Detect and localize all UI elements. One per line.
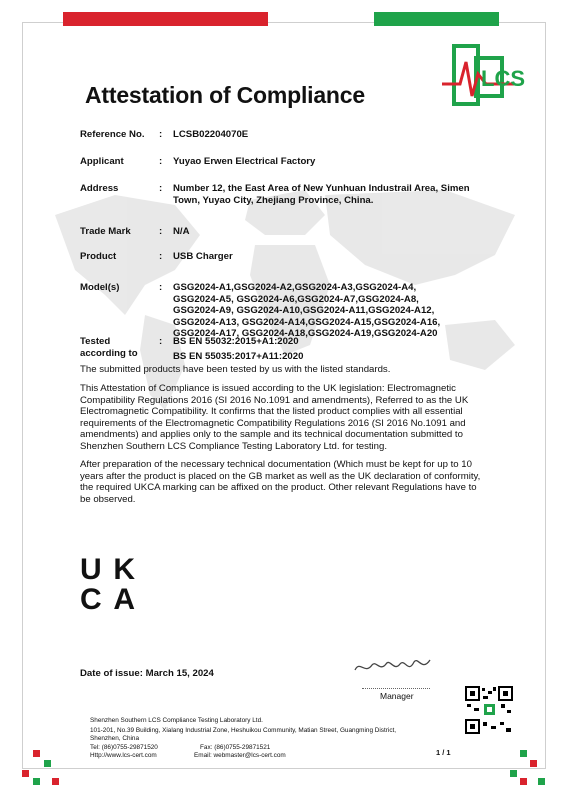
corner-square xyxy=(33,778,40,785)
footer-email[interactable]: Email: webmaster@lcs-cert.com xyxy=(194,752,286,759)
footer-address-2: Shenzhen, China xyxy=(90,735,140,742)
signature xyxy=(350,650,440,680)
qr-code xyxy=(465,686,513,734)
corner-square xyxy=(520,750,527,757)
page-number: 1 / 1 xyxy=(436,748,451,757)
corner-square xyxy=(530,760,537,767)
tested-label-line1: Tested xyxy=(80,336,111,347)
top-green-bar xyxy=(374,12,499,26)
tested-label-line2: according to xyxy=(80,347,138,359)
logo-letters: LCS xyxy=(481,66,525,91)
page-title: Attestation of Compliance xyxy=(85,82,365,108)
date-of-issue: Date of issue: March 15, 2024 xyxy=(80,668,214,679)
ukca-line1: UK xyxy=(80,553,135,586)
applicant-label: Applicant xyxy=(80,156,124,167)
colon: : xyxy=(159,336,163,347)
corner-square xyxy=(33,750,40,757)
reference-label: Reference No. xyxy=(80,129,145,140)
footer-tel: Tel: (86)0755-29871520 xyxy=(90,744,158,751)
models-value: GSG2024-A1,GSG2024-A2,GSG2024-A3,GSG2024-A4, GSG2024-A5, GSG2024-A6,GSG2024-A7,GSG2024-A8, GSG2024-A9, GSG2024-A10,GSG2024-A11,GSG2024-A12, GSG2024-A13, GSG2024-A14,GSG2024-A15,GSG2024-A16, GSG2024-A17, GSG2024-A18,GSG2024-A19,GSG2024-A20 xyxy=(173,282,441,339)
corner-square xyxy=(22,770,29,777)
colon: : xyxy=(159,129,163,140)
corner-square xyxy=(44,760,51,767)
ukca-mark xyxy=(80,553,136,616)
corner-square xyxy=(538,778,545,785)
corner-square xyxy=(510,770,517,777)
reference-value: LCSB02204070E xyxy=(173,129,249,140)
signatory-title: Manager xyxy=(380,691,414,701)
colon: : xyxy=(159,251,163,262)
footer-web[interactable]: Http://www.lcs-cert.com xyxy=(90,752,157,759)
applicant-value: Yuyao Erwen Electrical Factory xyxy=(173,156,316,167)
models-label: Model(s) xyxy=(80,282,120,293)
corner-square xyxy=(520,778,527,785)
product-label: Product xyxy=(80,251,117,262)
standard-1: BS EN 55032:2015+A1:2020 xyxy=(173,336,299,347)
corner-square xyxy=(52,778,59,785)
paragraph-legislation: This Attestation of Compliance is issued according to the UK legislation: Electromagnetic Compatibility Regulations 2016 (SI 2016 No.1091 and amendments), Referred to as the UK Electromagnetic Compatibility. It confirms that the listed product complies with all essential requirements of the Electromagnetic Compatibility Regulations 2016 (SI 2016 No.1091 and amendments) and applies only to the sample and its technical documentation submitted to Shenzhen Southern LCS Compliance Testing Laboratory Ltd. for testing. xyxy=(80,383,469,452)
tested-label xyxy=(80,336,155,359)
signature-line xyxy=(362,688,430,689)
paragraph-documentation: After preparation of the necessary technical documentation (Which must be kept for up to 10 years after the product is placed on the GB market as well as the UK declaration of conformity, the required UKCA marking can be affixed on the product. Other relevant Regulations have to be observed. xyxy=(80,459,481,505)
standard-2: BS EN 55035:2017+A11:2020 xyxy=(173,350,304,362)
trade-mark-label: Trade Mark xyxy=(80,226,131,237)
lcs-logo xyxy=(440,44,525,108)
ukca-line2: CA xyxy=(80,583,135,616)
footer-fax: Fax: (86)0755-29871521 xyxy=(200,744,271,751)
footer-company: Shenzhen Southern LCS Compliance Testing Laboratory Ltd. xyxy=(90,717,263,724)
colon: : xyxy=(159,156,163,167)
top-red-bar xyxy=(63,12,268,26)
trade-mark-value: N/A xyxy=(173,226,190,237)
footer-address-1: 101-201, No.39 Building, Xialang Industrial Zone, Heshuikou Community, Matian Street, Guangming District, xyxy=(90,727,397,734)
address-value: Number 12, the East Area of New Yunhuan Industrail Area, Simen Town, Yuyao City, Zhejiang Province, China. xyxy=(173,183,470,206)
address-label: Address xyxy=(80,183,119,194)
paragraph-submitted: The submitted products have been tested by us with the listed standards. xyxy=(80,364,391,375)
colon: : xyxy=(159,282,163,293)
colon: : xyxy=(159,226,163,237)
product-value: USB Charger xyxy=(173,251,233,262)
colon: : xyxy=(159,183,163,194)
tested-value xyxy=(173,336,473,362)
